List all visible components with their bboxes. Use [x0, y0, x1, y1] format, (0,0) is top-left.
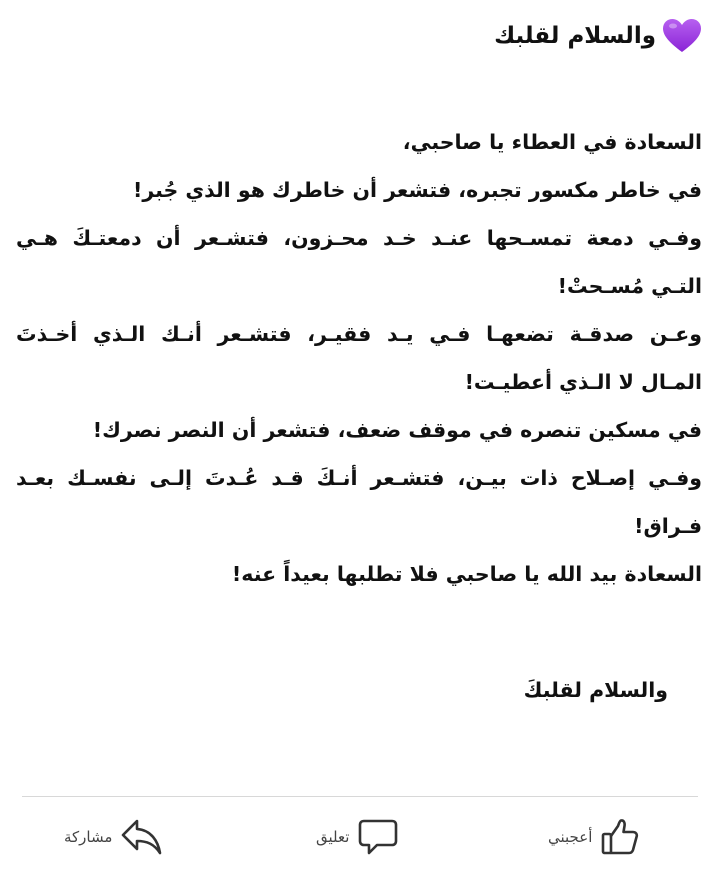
post-line: السعادة في العطاء يا صاحبي،	[402, 130, 702, 154]
share-arrow-icon	[120, 817, 164, 857]
purple-heart-icon	[662, 18, 702, 54]
share-button[interactable]	[64, 815, 164, 859]
post-title: والسلام لقلبك	[494, 23, 656, 49]
like-label: أعجبني	[548, 828, 593, 846]
comment-label: تعليق	[316, 828, 350, 846]
post-body	[16, 118, 702, 598]
post-line: المـال لا الـذي أعطيـت!	[464, 370, 702, 394]
post-line: في خاطر مكسور تجبره، فتشعر أن خاطرك هو الذي جُبر!	[132, 178, 702, 202]
post-signoff: والسلام لقلبكَ	[523, 678, 668, 702]
post-line: وفـي إصـلاح ذات بيـن، فتشـعر أنـكَ قـد عُـدتَ إلـى نفسـك بعـد	[16, 466, 702, 490]
like-button[interactable]	[548, 815, 640, 859]
post-line: فـراق!	[634, 514, 702, 538]
comment-button[interactable]	[316, 815, 399, 859]
post-line: السعادة بيد الله يا صاحبي فلا تطلبها بعيداً عنه!	[231, 562, 702, 586]
post-line: وفـي دمعة تمسـحها عنـد خـد محـزون، فتشـعر أن دمعتـكَ هـي	[16, 226, 702, 250]
thumbs-up-icon	[600, 817, 640, 857]
post-line: في مسكين تنصره في موقف ضعف، فتشعر أن النصر نصرك!	[92, 418, 702, 442]
post-header	[494, 10, 702, 62]
share-label: مشاركة	[64, 828, 113, 846]
post-line: وعـن صدقـة تضعهـا فـي يـد فقيـر، فتشـعر أنـك الـذي أخـذتَ	[16, 322, 702, 346]
post-line: التـي مُسـحتْ!	[557, 274, 702, 298]
speech-bubble-icon	[357, 817, 399, 857]
footer-divider	[22, 796, 698, 797]
